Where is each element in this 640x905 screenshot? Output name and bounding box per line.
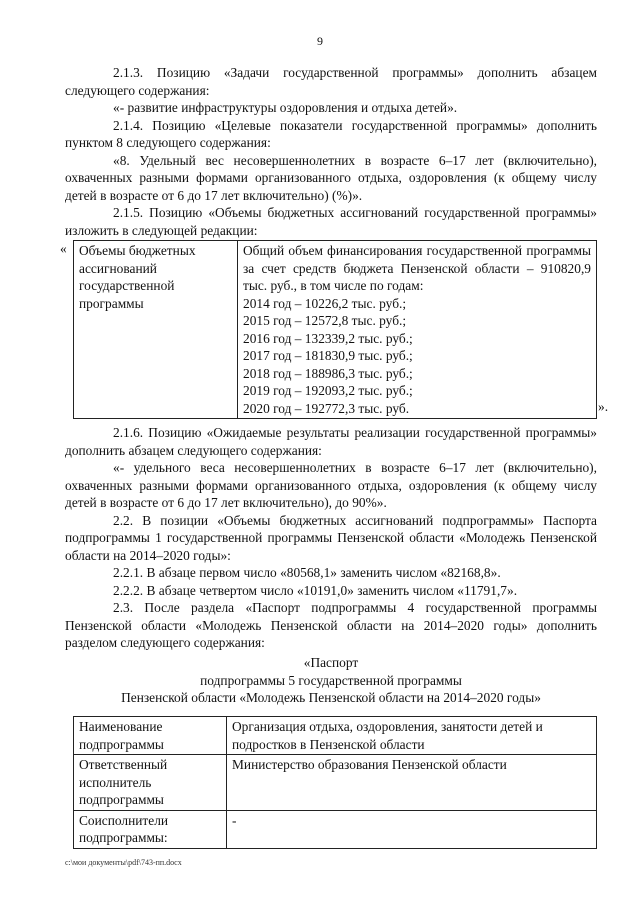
amendments-section-2 — [65, 424, 597, 652]
cell-line: Наименование — [79, 719, 163, 734]
passport-label-cell — [74, 755, 227, 811]
table1-open-quote: « — [60, 241, 67, 256]
budget-year-line: 2019 год – 192093,2 тыс. руб.; — [243, 383, 413, 398]
cell-line: программы — [79, 295, 144, 311]
passport-heading-line: подпрограммы 5 государственной программы — [200, 672, 462, 688]
cell-line: подпрограммы — [79, 792, 164, 807]
passport-heading-line: «Паспорт — [303, 655, 359, 670]
paragraph: 2.1.4. Позицию «Целевые показатели государственной программы» дополнить пунктом 8 следующего содержания: — [65, 117, 597, 150]
passport-table — [73, 716, 597, 849]
cell-line: подпрограммы: — [79, 830, 168, 845]
cell-line: государственной — [79, 278, 175, 293]
passport-value-cell: Организация отдыха, оздоровления, занятости детей и подростков в Пензенской области — [227, 717, 597, 755]
table-row — [74, 717, 597, 755]
table-row — [74, 755, 597, 811]
paragraph: «- развитие инфраструктуры оздоровления и отдыха детей». — [113, 100, 458, 115]
page-number: 9 — [317, 34, 323, 48]
cell-line: Соисполнители — [79, 812, 169, 828]
passport-heading-line: Пензенской области «Молодежь Пензенской области на 2014–2020 годы» — [121, 690, 541, 705]
paragraph: «8. Удельный вес несовершеннолетних в возрасте 6–17 лет (включительно), охваченных разными формами организованного отдыха, оздоровления (к общему числу детей в возрасте от 6 до 17 лет включительно) (%)». — [65, 152, 597, 203]
paragraph: 2.1.5. Позицию «Объемы бюджетных ассигнований государственной программы» изложить в следующей редакции: — [65, 205, 597, 238]
passport-heading — [65, 654, 597, 707]
passport-value-cell: Министерство образования Пензенской области — [227, 755, 597, 811]
budget-year-line: 2014 год – 10226,2 тыс. руб.; — [243, 295, 407, 311]
passport-label-cell — [74, 810, 227, 848]
file-path-footer: c:\мои документы\pdf\743-пп.docx — [65, 858, 182, 867]
cell-line: подпрограммы — [79, 736, 164, 752]
paragraph: 2.2.2. В абзаце четвертом число «10191,0» заменить числом «11791,7». — [113, 582, 518, 598]
budget-intro: Общий объем финансирования государственной программы за счет средств бюджета Пензенской области – 910820,9 тыс. руб., в том числе по годам: — [243, 243, 591, 293]
budget-table-label-cell — [74, 241, 238, 419]
paragraph: «- удельного веса несовершеннолетних в возрасте 6–17 лет (включительно), охваченных разными формами организованного отдыха, оздоровления (к общему числу детей в возрасте от 6 до 17 лет включительно), до 90%». — [65, 460, 597, 510]
budget-table — [73, 240, 597, 419]
cell-line: Объемы бюджетных — [79, 243, 196, 258]
cell-line: ассигнований — [79, 260, 157, 276]
table-row — [74, 810, 597, 848]
budget-year-line: 2020 год – 192772,3 тыс. руб. — [243, 400, 410, 416]
cell-line: Ответственный — [79, 757, 168, 772]
paragraph: 2.1.6. Позицию «Ожидаемые результаты реализации государственной программы» дополнить абзацем следующего содержания: — [65, 425, 597, 458]
budget-year-line: 2016 год – 132339,2 тыс. руб.; — [243, 330, 413, 346]
cell-line: исполнитель — [79, 774, 152, 790]
paragraph: 2.1.3. Позицию «Задачи государственной программы» дополнить абзацем следующего содержания: — [65, 65, 597, 98]
amendments-section-1 — [65, 64, 597, 239]
table-row — [74, 241, 597, 419]
paragraph: 2.2. В позиции «Объемы бюджетных ассигнований подпрограммы» Паспорта подпрограммы 1 государственной программы Пензенской области «Молодежь Пензенской области на 2014–2020 годы»: — [65, 512, 597, 563]
paragraph: 2.2.1. В абзаце первом число «80568,1» заменить числом «82168,8». — [113, 565, 501, 580]
passport-value-cell: - — [227, 810, 597, 848]
budget-table-value-cell — [238, 241, 597, 419]
budget-year-line: 2018 год – 188986,3 тыс. руб.; — [243, 365, 413, 381]
budget-year-line: 2017 год – 181830,9 тыс. руб.; — [243, 348, 413, 363]
passport-label-cell — [74, 717, 227, 755]
budget-year-line: 2015 год – 12572,8 тыс. руб.; — [243, 313, 407, 328]
paragraph: 2.3. После раздела «Паспорт подпрограммы 4 государственной программы Пензенской области «Молодежь Пензенской области на 2014–2020 годы» дополнить разделом следующего содержания: — [65, 600, 597, 650]
table1-close-quote: ». — [598, 399, 609, 414]
